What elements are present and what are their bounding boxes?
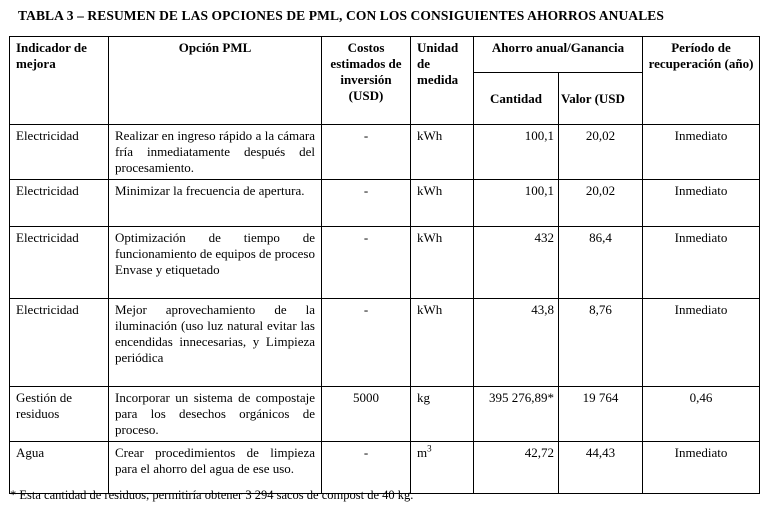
table-row xyxy=(10,442,760,494)
periodo-cell: 0,46 xyxy=(643,387,760,442)
cantidad-cell: 395 276,89* xyxy=(474,387,559,442)
unidad-cell: kWh xyxy=(411,180,474,227)
periodo-cell: Inmediato xyxy=(643,180,760,227)
table-row xyxy=(10,387,760,442)
indicador-cell: Electricidad xyxy=(10,299,109,387)
table-row xyxy=(10,125,760,180)
costo-cell: - xyxy=(322,227,411,299)
cantidad-cell: 43,8 xyxy=(474,299,559,387)
periodo-cell: Inmediato xyxy=(643,227,760,299)
unidad-cell: kWh xyxy=(411,125,474,180)
unidad-cell: $m^3$ xyxy=(411,442,474,494)
periodo-cell: Inmediato xyxy=(643,125,760,180)
pml-summary-table xyxy=(9,36,760,494)
opcion-cell: Crear procedimientos de limpieza para el ahorro del agua de ese uso. xyxy=(109,442,322,494)
unidad-cell: kWh xyxy=(411,227,474,299)
costo-cell: - xyxy=(322,299,411,387)
table-row xyxy=(10,299,760,387)
footnote: * Esta cantidad de residuos, permitiría obtener 3 294 sacos de compost de 40 kg. xyxy=(10,488,414,502)
header-opcion: Opción PML xyxy=(109,37,322,125)
valor-cell: 20,02 xyxy=(559,180,643,227)
opcion-cell: Minimizar la frecuencia de apertura. xyxy=(109,180,322,227)
costo-cell: - xyxy=(322,442,411,494)
indicador-cell: Electricidad xyxy=(10,180,109,227)
indicador-cell: Gestión de residuos xyxy=(10,387,109,442)
header-valor: Valor (USD xyxy=(559,73,643,125)
periodo-cell: Inmediato xyxy=(643,442,760,494)
cantidad-cell: 100,1 xyxy=(474,180,559,227)
table-row xyxy=(10,227,760,299)
cantidad-cell: 432 xyxy=(474,227,559,299)
opcion-cell: Incorporar un sistema de compostaje para los desechos orgánicos de proceso. xyxy=(109,387,322,442)
header-cantidad: Cantidad xyxy=(474,73,559,125)
opcion-cell: Realizar en ingreso rápido a la cámara fría inmediatamente después del procesamiento. xyxy=(109,125,322,180)
header-ahorro: Ahorro anual/Ganancia xyxy=(474,37,643,73)
valor-cell: 20,02 xyxy=(559,125,643,180)
costo-cell: - xyxy=(322,180,411,227)
periodo-cell: Inmediato xyxy=(643,299,760,387)
costo-cell: 5000 xyxy=(322,387,411,442)
opcion-cell: Mejor aprovechamiento de la iluminación (uso luz natural evitar las encendidas innecesarias, y Limpieza periódica xyxy=(109,299,322,387)
table-title: TABLA 3 – RESUMEN DE LAS OPCIONES DE PML, CON LOS CONSIGUIENTES AHORROS ANUALES xyxy=(18,8,665,23)
indicador-cell: Agua xyxy=(10,442,109,494)
unidad-cell: kWh xyxy=(411,299,474,387)
opcion-cell: Optimización de tiempo de funcionamiento de equipos de proceso Envase y etiquetado xyxy=(109,227,322,299)
valor-cell: 8,76 xyxy=(559,299,643,387)
costo-cell: - xyxy=(322,125,411,180)
header-periodo: Período de recuperación (año) xyxy=(643,37,760,125)
valor-cell: 86,4 xyxy=(559,227,643,299)
header-indicador: Indicador de mejora xyxy=(10,37,109,125)
header-unidad: Unidad de medida xyxy=(411,37,474,125)
cantidad-cell: 42,72 xyxy=(474,442,559,494)
valor-cell: 44,43 xyxy=(559,442,643,494)
valor-cell: 19 764 xyxy=(559,387,643,442)
unidad-cell: kg xyxy=(411,387,474,442)
indicador-cell: Electricidad xyxy=(10,125,109,180)
header-costos: Costos estimados de inversión (USD) xyxy=(322,37,411,125)
indicador-cell: Electricidad xyxy=(10,227,109,299)
cantidad-cell: 100,1 xyxy=(474,125,559,180)
table-row xyxy=(10,180,760,227)
